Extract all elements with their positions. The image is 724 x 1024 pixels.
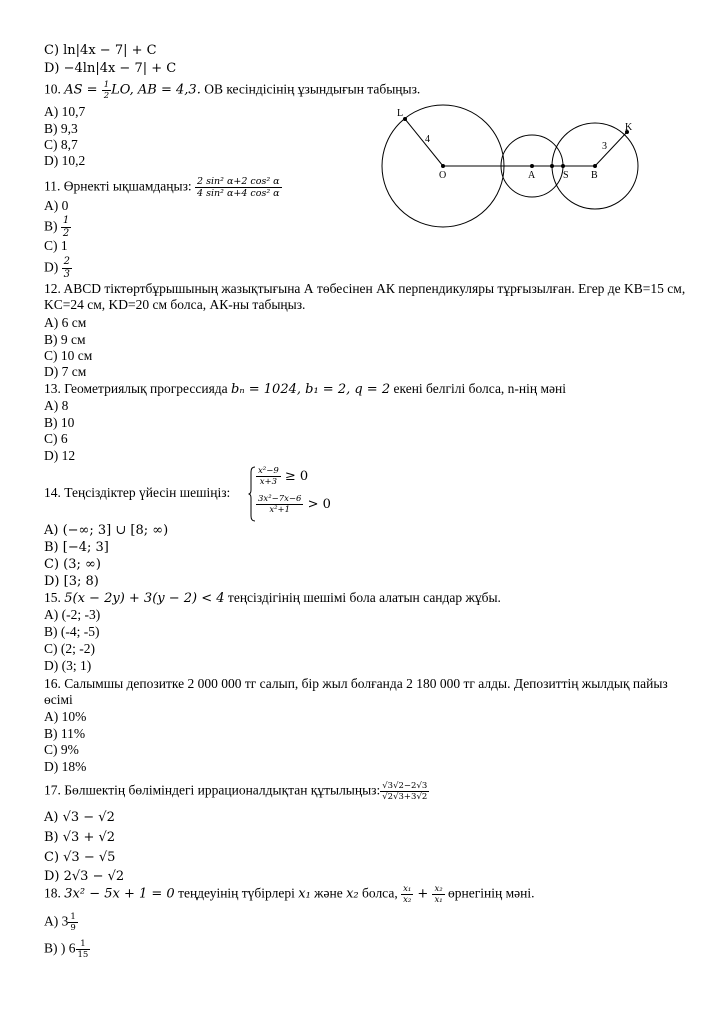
q17-option-c: C) √3 − √5 xyxy=(44,850,116,865)
q11-option-a: A) 0 xyxy=(44,198,69,213)
q13-option-d: D) 12 xyxy=(44,448,76,463)
q17-option-d: D) 2√3 − √2 xyxy=(44,869,125,884)
q10-option-b: B) 9,3 xyxy=(44,121,78,136)
label-4: 4 xyxy=(425,134,430,145)
q16-option-b: B) 11% xyxy=(44,726,86,741)
inequality-row-1: $\frac{\text{x²−9}}{x+3}$ ≥ 0 xyxy=(258,466,309,487)
q18-option-a: A) 3 $\frac{1}{9}$ xyxy=(44,912,76,933)
q12-option-b: B) 9 см xyxy=(44,332,86,347)
q9-option-d: D) −4ln|4x − 7| + C xyxy=(44,61,177,76)
q15-option-a: A) (-2; -3) xyxy=(44,607,101,622)
left-brace xyxy=(248,466,256,522)
q10-question: 10. AS = $\frac{1}{2}$ LO, AB = 4,3. OB кесіндісінің ұзындығын табыңыз. xyxy=(44,80,421,101)
inequality-row-2: $\frac{\text{3x²−7x−6}}{\text{x²+1}}$ > 0 xyxy=(258,494,331,515)
label-k: K xyxy=(625,122,633,133)
inequality-system xyxy=(248,466,368,522)
q15-option-b: B) (-4; -5) xyxy=(44,624,100,639)
q17-question: 17. Бөлшектің бөліміндегі иррационалдықтан құтылыңыз: $\frac{√3√2-2√3}{√2√3+3√2}$ xyxy=(44,781,428,802)
q11-option-d: D) $\frac{2}{3}$ xyxy=(44,256,70,280)
q14-question: 14. Теңсіздіктер үйесін шешіңіз: xyxy=(44,485,231,500)
q14-option-c: C) (3; ∞) xyxy=(44,557,101,572)
label-3: 3 xyxy=(602,141,607,152)
point-l xyxy=(403,117,407,121)
q12-option-c: C) 10 см xyxy=(44,348,93,363)
q18-option-b: B) ) 6 $\frac{1}{15}$ xyxy=(44,939,89,960)
label-a: A xyxy=(528,170,536,181)
q14-option-d: D) [3; 8) xyxy=(44,574,99,589)
q9-option-c: C) ln|4x − 7| + C xyxy=(44,43,157,58)
segment-bk xyxy=(595,132,627,166)
q16-question: 16. Салымшы депозитке 2 000 000 тг салып, бір жыл болғанда 2 180 000 тг алды. Депозиттің жылдық пайыз өсімі xyxy=(44,676,668,707)
q18-question: 18. 3x² − 5x + 1 = 0 теңдеуінің түбірлері x₁ және x₂ болса, $\frac{\text{x₁}}{\text{x₂}}$ + $\frac{\text{x₂}}{\text{x₁}}$ өрнегінің мәні. xyxy=(44,884,535,905)
q13-option-c: C) 6 xyxy=(44,431,68,446)
q11-option-c: C) 1 xyxy=(44,238,68,253)
point-b xyxy=(593,164,597,168)
q15-option-d: D) (3; 1) xyxy=(44,658,92,673)
q15-question: 15. 5(x − 2y) + 3(y − 2) < 4 теңсіздігінің шешімі бола алатын сандар жұбы. xyxy=(44,590,501,606)
point-a-right xyxy=(550,164,554,168)
q17-option-b: B) √3 + √2 xyxy=(44,830,116,845)
q10-option-a: A) 10,7 xyxy=(44,104,86,119)
label-o: O xyxy=(439,170,447,181)
q13-option-b: B) 10 xyxy=(44,415,75,430)
q10-option-d: D) 10,2 xyxy=(44,153,86,168)
q12-question: 12. ABCD тіктөртбұрышының жазықтығына А төбесінен АК перпендикуляры тұрғызылған. Егер де KB=15 см, KC=24 см, KD=20 см болса, АК-ны табыңыз. xyxy=(44,281,686,312)
q16-option-c: C) 9% xyxy=(44,742,79,757)
q13-option-a: A) 8 xyxy=(44,398,69,413)
q14-option-b: B) [−4; 3] xyxy=(44,540,109,555)
q13-question: 13. Геометриялық прогрессияда bₙ = 1024, b₁ = 2, q = 2 екені белгілі болса, n-нің мәні xyxy=(44,381,567,397)
label-l: L xyxy=(397,108,404,119)
q11-question: 11. Өрнекті ықшамдаңыз: $\frac{\text{2 sin² α+2 cos² α}}{\text{4 sin² α+4 cos² α}}$ xyxy=(44,176,280,199)
point-o xyxy=(441,164,445,168)
q14-option-a: A) (−∞; 3] ∪ [8; ∞) xyxy=(44,523,169,538)
point-s xyxy=(561,164,565,168)
label-b: B xyxy=(591,170,598,181)
q12-option-d: D) 7 см xyxy=(44,364,87,379)
q10-option-c: C) 8,7 xyxy=(44,137,78,152)
q17-option-a: A) √3 − √2 xyxy=(44,810,115,825)
q15-option-c: C) (2; -2) xyxy=(44,641,95,656)
segment-lo xyxy=(405,119,443,166)
q16-option-a: A) 10% xyxy=(44,709,87,724)
q12-option-a: A) 6 см xyxy=(44,315,87,330)
circles-diagram xyxy=(375,92,680,232)
q16-option-d: D) 18% xyxy=(44,759,87,774)
q11-option-b: B) $\frac{1}{2}$ xyxy=(44,215,70,239)
label-s: S xyxy=(563,170,569,181)
point-a xyxy=(530,164,534,168)
